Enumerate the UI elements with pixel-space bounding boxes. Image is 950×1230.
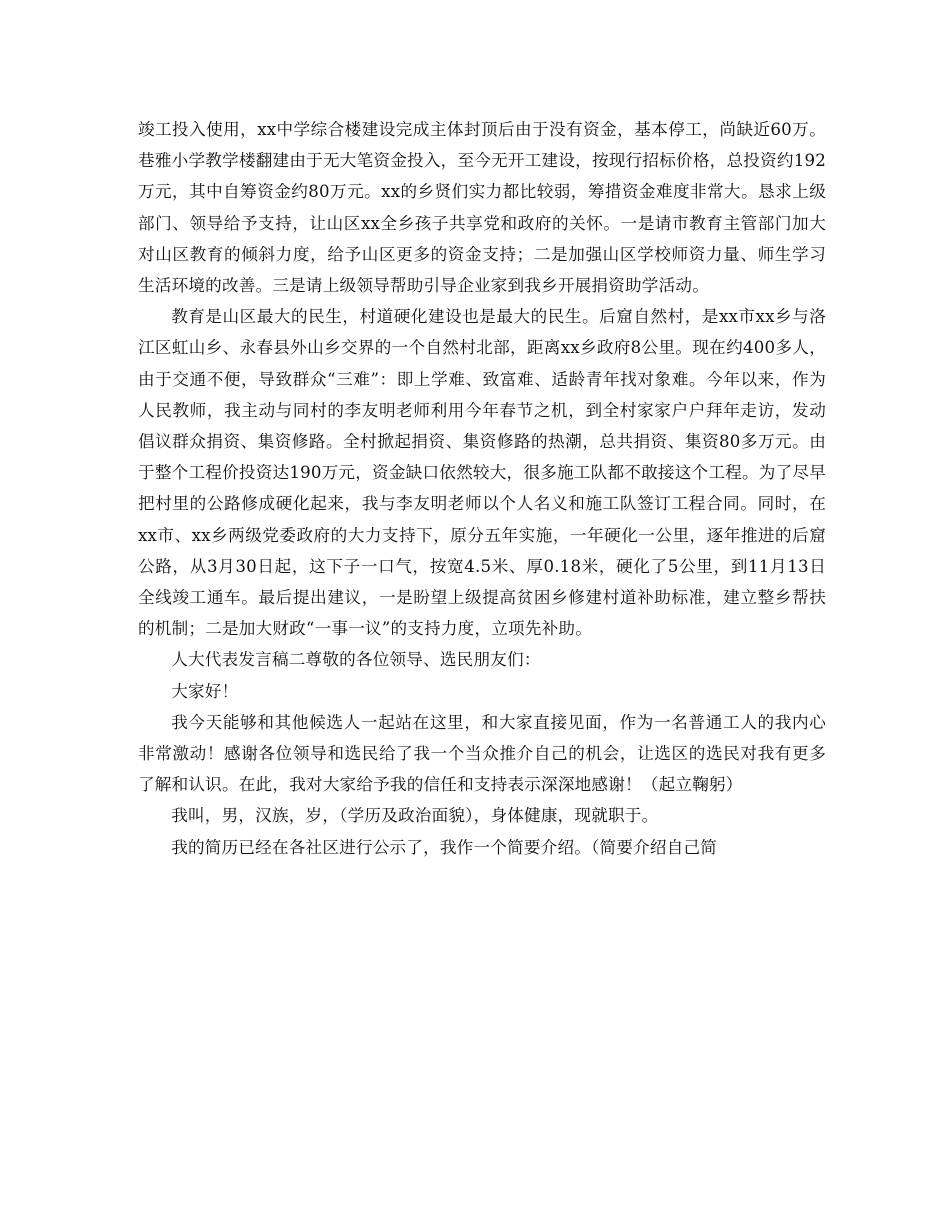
paragraph-village-road: 教育是山区最大的民生，村道硬化建设也是最大的民生。后窟自然村，是xx市xx乡与洛江区虹山乡、永春县外山乡交界的一个自然村北部，距离xx乡政府8公里。现在约400多人，由于交通不便，导致群众“三难”：即上学难、致富难、适龄青年找对象难。今年以来，作为人民教师，我主动与同村的李友明老师利用今年春节之机，到全村家家户户拜年走访，发动倡议群众捐资、集资修路。全村掀起捐资、集资修路的热潮，总共捐资、集资80多万元。由于整个工程价投资达190万元，资金缺口依然较大，很多施工队都不敢接这个工程。为了尽早把村里的公路修成硬化起来，我与李友明老师以个人名义和施工队签订工程合同。同时，在xx市、xx乡两级党委政府的大力支持下，原分五年实施，一年硬化一公里，逐年推进的后窟公路，从3月30日起，这下子一口气，按宽4.5米、厚0.18米，硬化了5公里，到11月13日全线竣工通车。最后提出建议，一是盼望上级提高贫困乡修建村道补助标准，建立整乡帮扶的机制；二是加大财政“一事一议”的支持力度，立项先补助。 [138,307,826,639]
paragraph-thanks: 我今天能够和其他候选人一起站在这里，和大家直接见面，作为一名普通工人的我内心非常激动！感谢各位领导和选民给了我一个当众推介自己的机会，让选区的选民对我有更多了解和认识。在此，我对大家给予我的信任和支持表示深深地感谢！（起立鞠躬） [138,712,826,795]
document-page [138,114,826,863]
paragraph-greeting: 大家好！ [171,681,239,701]
paragraph-self-intro: 我叫，男，汉族，岁，（学历及政治面貌），身体健康，现就职于。 [171,806,659,826]
paragraph-education-funding: 竣工投入使用，xx中学综合楼建设完成主体封顶后由于没有资金，基本停工，尚缺近60万。巷雅小学教学楼翻建由于无大笔资金投入，至今无开工建设，按现行招标价格，总投资约192万元，其中自筹资金约80万元。xx的乡贤们实力都比较弱，筹措资金难度非常大。恳求上级部门、领导给予支持，让山区xx全乡孩子共享党和政府的关怀。一是请市教育主管部门加大对山区教育的倾斜力度，给予山区更多的资金支持；二是加强山区学校师资力量、师生学习生活环境的改善。三是请上级领导帮助引导企业家到我乡开展捐资助学活动。 [138,120,826,296]
paragraph-resume: 我的简历已经在各社区进行公示了，我作一个简要介绍。（简要介绍自己简 [171,837,718,857]
paragraph-speech-heading: 人大代表发言稿二尊敬的各位领导、选民朋友们： [171,650,541,670]
